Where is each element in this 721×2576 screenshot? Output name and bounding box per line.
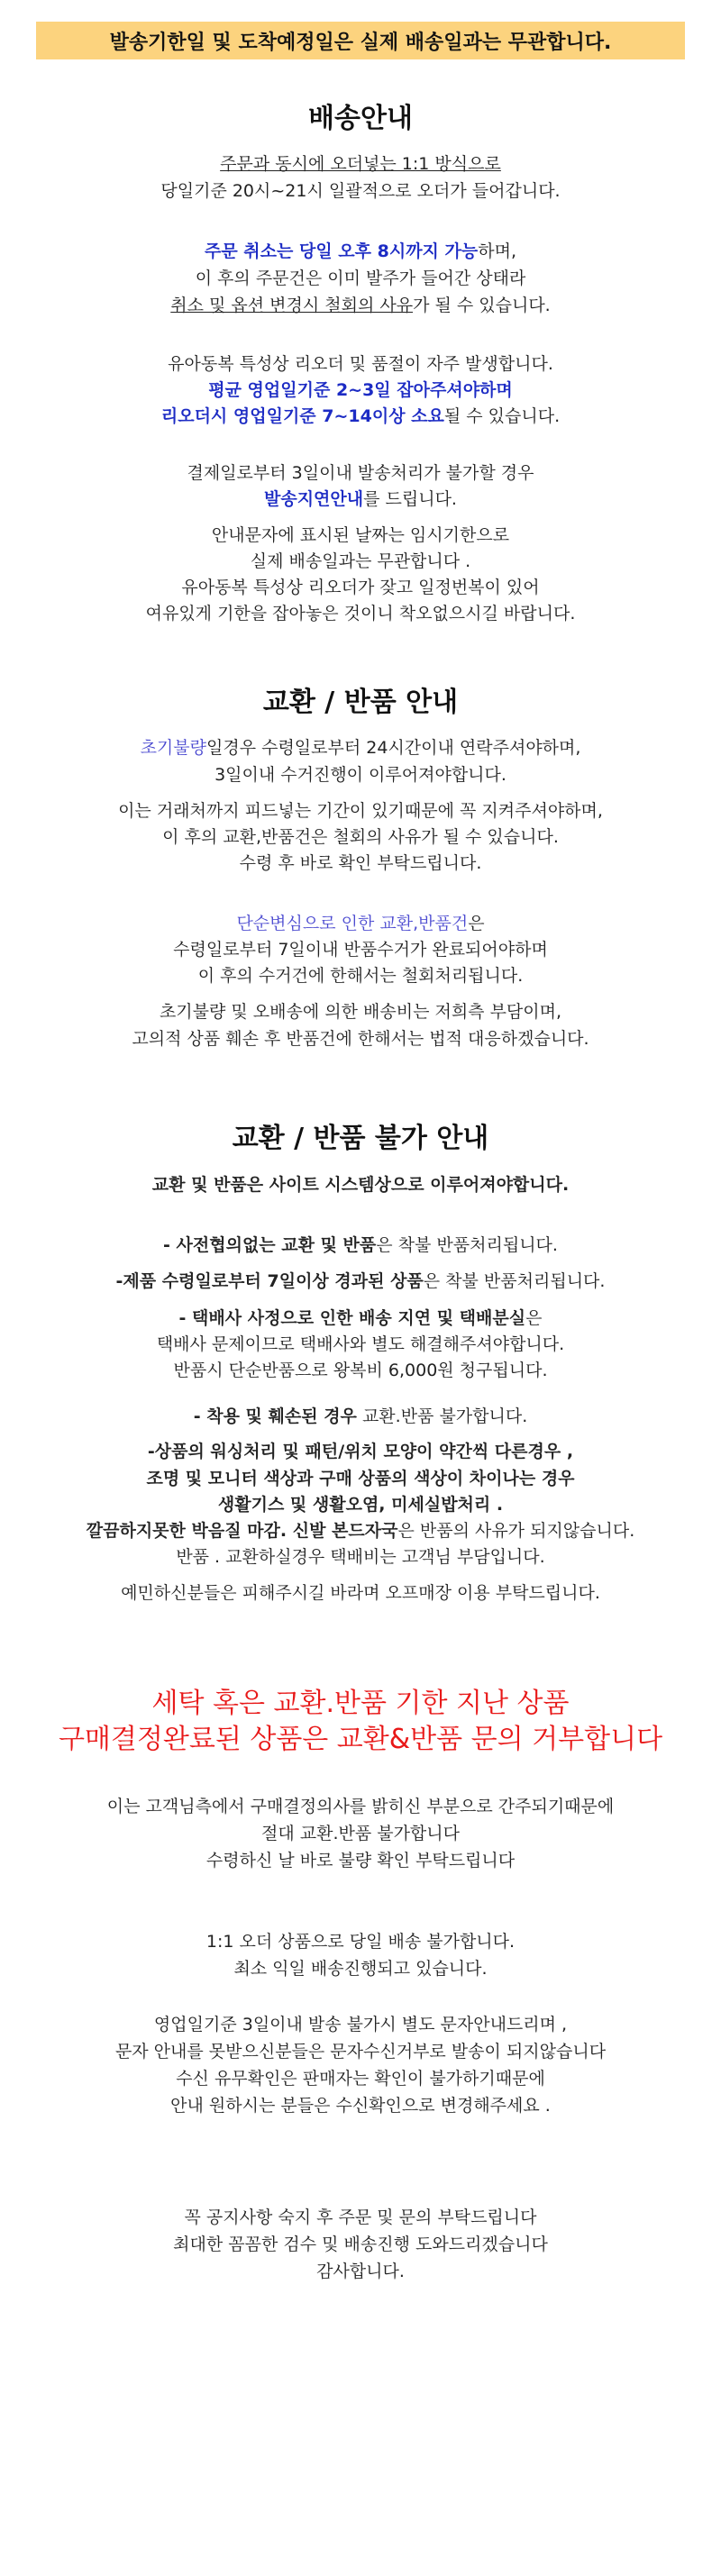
- noexchange-line: -상품의 워싱처리 및 패턴/위치 모양이 약간씩 다른경우 ,: [147, 1442, 574, 1461]
- noexchange-line: 반품 . 교환하실경우 택배비는 고객님 부담입니다.: [176, 1547, 545, 1567]
- noexchange-line: [0, 1234, 721, 1256]
- notice-banner: 발송기한일 및 도착예정일은 실제 배송일과는 무관합니다.: [36, 22, 685, 59]
- shipping-line: 유아동복 특성상 리오더 및 품절이 자주 발생합니다.: [168, 354, 553, 374]
- noexchange-line: [0, 1406, 721, 1427]
- noexchange-line-text: 은 착불 반품처리됩니다.: [423, 1271, 606, 1291]
- refusal-line: 문자 안내를 못받으신분들은 문자수신거부로 발송이 되지않습니다: [114, 2042, 607, 2062]
- exchange-line: 고의적 상품 훼손 후 반품건에 한해서는 법적 대응하겠습니다.: [132, 1029, 589, 1049]
- shipping-line: 안내문자에 표시된 날짜는 임시기한으로: [211, 525, 510, 545]
- noexchange-line: 생활기스 및 생활오염, 미세실밥처리 .: [217, 1495, 504, 1515]
- refusal-line: 영업일기준 3일이내 발송 불가시 별도 문자안내드리며 ,: [153, 2015, 568, 2034]
- exchange-line-text: 은: [468, 914, 485, 933]
- shipping-line: 평균 영업일기준 2~3일 잡아주셔야하며: [208, 380, 513, 400]
- noexchange-line: 교환 및 반품은 사이트 시스템상으로 이루어져야합니다.: [151, 1175, 570, 1195]
- reorder-duration-text: 리오더시 영업일기준 7~14이상 소요: [160, 406, 444, 426]
- noexchange-line: 반품시 단순반품으로 왕복비 6,000원 청구됩니다.: [173, 1361, 548, 1380]
- noexchange-line: [0, 1520, 721, 1542]
- simple-change-text: 단순변심으로 인한 교환,반품건: [236, 914, 469, 933]
- closing-line: 꼭 공지사항 숙지 후 주문 및 문의 부탁드립니다: [184, 2207, 537, 2227]
- shipping-line: [0, 241, 721, 262]
- shipping-line: 이 후의 주문건은 이미 발주가 들어간 상태라: [195, 269, 526, 288]
- refusal-line: 안내 원하시는 분들은 수신확인으로 변경해주세요 .: [170, 2096, 551, 2116]
- exchange-line: [0, 913, 721, 934]
- exchange-line: 이 후의 교환,반품건은 철회의 사유가 될 수 있습니다.: [162, 827, 559, 847]
- shipping-line-text: 주문과 동시에 오더넣는 1:1 방식으로: [220, 154, 501, 174]
- exchange-line: 3일이내 수거진행이 이루어져야합니다.: [214, 765, 507, 785]
- noexchange-line-text: 교환.반품 불가합니다.: [356, 1406, 528, 1426]
- shipping-line-text: 를 드립니다.: [363, 489, 457, 509]
- cancel-deadline-text: 주문 취소는 당일 오후 8시까지 가능: [204, 241, 479, 261]
- shipping-title: 배송안내: [308, 103, 413, 134]
- noexchange-bold-text: - 사전협의없는 교환 및 반품: [163, 1235, 377, 1255]
- exchange-line: 이 후의 수거건에 한해서는 철회처리됩니다.: [197, 966, 524, 986]
- refusal-line: 1:1 오더 상품으로 당일 배송 불가합니다.: [205, 1932, 516, 1952]
- shipping-line: 유아동복 특성상 리오더가 잦고 일정번복이 있어: [181, 578, 540, 597]
- noexchange-bold-text: - 택배사 사정으로 인한 배송 지연 및 택배분실: [178, 1308, 526, 1328]
- shipping-line: [0, 488, 721, 510]
- shipping-line: 여유있게 기한을 잡아놓은 것이니 착오없으시길 바랍니다.: [145, 604, 576, 624]
- noexchange-line-text: 은 착불 반품처리됩니다.: [376, 1235, 558, 1255]
- exchange-line: 이는 거래처까지 피드넣는 기간이 있기때문에 꼭 지켜주셔야하며,: [118, 801, 603, 821]
- noexchange-line: [0, 1307, 721, 1329]
- refusal-line: 이는 고객님측에서 구매결정의사를 밝히신 부분으로 간주되기때문에: [106, 1797, 615, 1816]
- noexchange-line: [0, 1270, 721, 1292]
- shipping-line-text: 가 될 수 있습니다.: [413, 296, 551, 315]
- exchange-line: 수령일로부터 7일이내 반품수거가 완료되어야하며: [173, 940, 548, 960]
- exchange-line: 초기불량 및 오배송에 의한 배송비는 저희측 부담이며,: [159, 1002, 562, 1022]
- noexchange-line: 택배사 문제이므로 택배사와 별도 해결해주셔야합니다.: [156, 1334, 565, 1354]
- refusal-heading: 구매결정완료된 상품은 교환&반품 문의 거부합니다: [58, 1724, 663, 1755]
- noexchange-line: 조명 및 모니터 색상과 구매 상품의 색상이 차이나는 경우: [146, 1469, 575, 1488]
- delay-notice-text: 발송지연안내: [264, 489, 364, 509]
- exchange-line: [0, 737, 721, 759]
- shipping-line: [0, 153, 721, 175]
- refusal-line: 수령하신 날 바로 불량 확인 부탁드립니다: [205, 1851, 516, 1871]
- noexchange-bold-text: 깔끔하지못한 박음질 마감. 신발 본드자국: [86, 1521, 398, 1541]
- noexchange-line: 예민하신분들은 피해주시길 바라며 오프매장 이용 부탁드립니다.: [121, 1583, 600, 1603]
- noexchange-line-text: 은: [525, 1308, 543, 1328]
- refusal-line: 수신 유무확인은 판매자는 확인이 불가하기때문에: [176, 2069, 545, 2089]
- refusal-line: 최소 익일 배송진행되고 있습니다.: [233, 1959, 488, 1979]
- shipping-line: 당일기준 20시~21시 일괄적으로 오더가 들어갑니다.: [160, 181, 561, 201]
- noexchange-bold-text: - 착용 및 훼손된 경우: [193, 1406, 357, 1426]
- shipping-line-text: 될 수 있습니다.: [443, 406, 561, 426]
- exchange-title: 교환 / 반품 안내: [262, 687, 459, 718]
- shipping-line: 결제일로부터 3일이내 발송처리가 불가할 경우: [187, 463, 534, 483]
- shipping-line-text: 하며,: [478, 241, 516, 261]
- noexchange-bold-text: -제품 수령일로부터 7일이상 경과된 상품: [115, 1271, 424, 1291]
- refusal-line: 절대 교환.반품 불가합니다: [260, 1824, 460, 1843]
- exchange-line-text: 일경우 수령일로부터 24시간이내 연락주셔야하며,: [206, 738, 581, 758]
- shipping-line: [0, 405, 721, 427]
- shipping-line: 실제 배송일과는 무관합니다 .: [250, 551, 471, 571]
- closing-line: 감사합니다.: [316, 2262, 405, 2281]
- initial-defect-text: 초기불량: [140, 738, 206, 758]
- refusal-heading: 세탁 혹은 교환.반품 기한 지난 상품: [151, 1688, 570, 1719]
- withdrawal-reason-text: 취소 및 옵션 변경시 철회의 사유: [170, 296, 414, 315]
- closing-line: 최대한 꼼꼼한 검수 및 배송진행 도와드리겠습니다: [173, 2235, 548, 2254]
- noexchange-title: 교환 / 반품 불가 안내: [232, 1123, 489, 1154]
- shipping-line: [0, 295, 721, 316]
- exchange-line: 수령 후 바로 확인 부탁드립니다.: [239, 853, 482, 873]
- noexchange-line-text: 은 반품의 사유가 되지않습니다.: [397, 1521, 635, 1541]
